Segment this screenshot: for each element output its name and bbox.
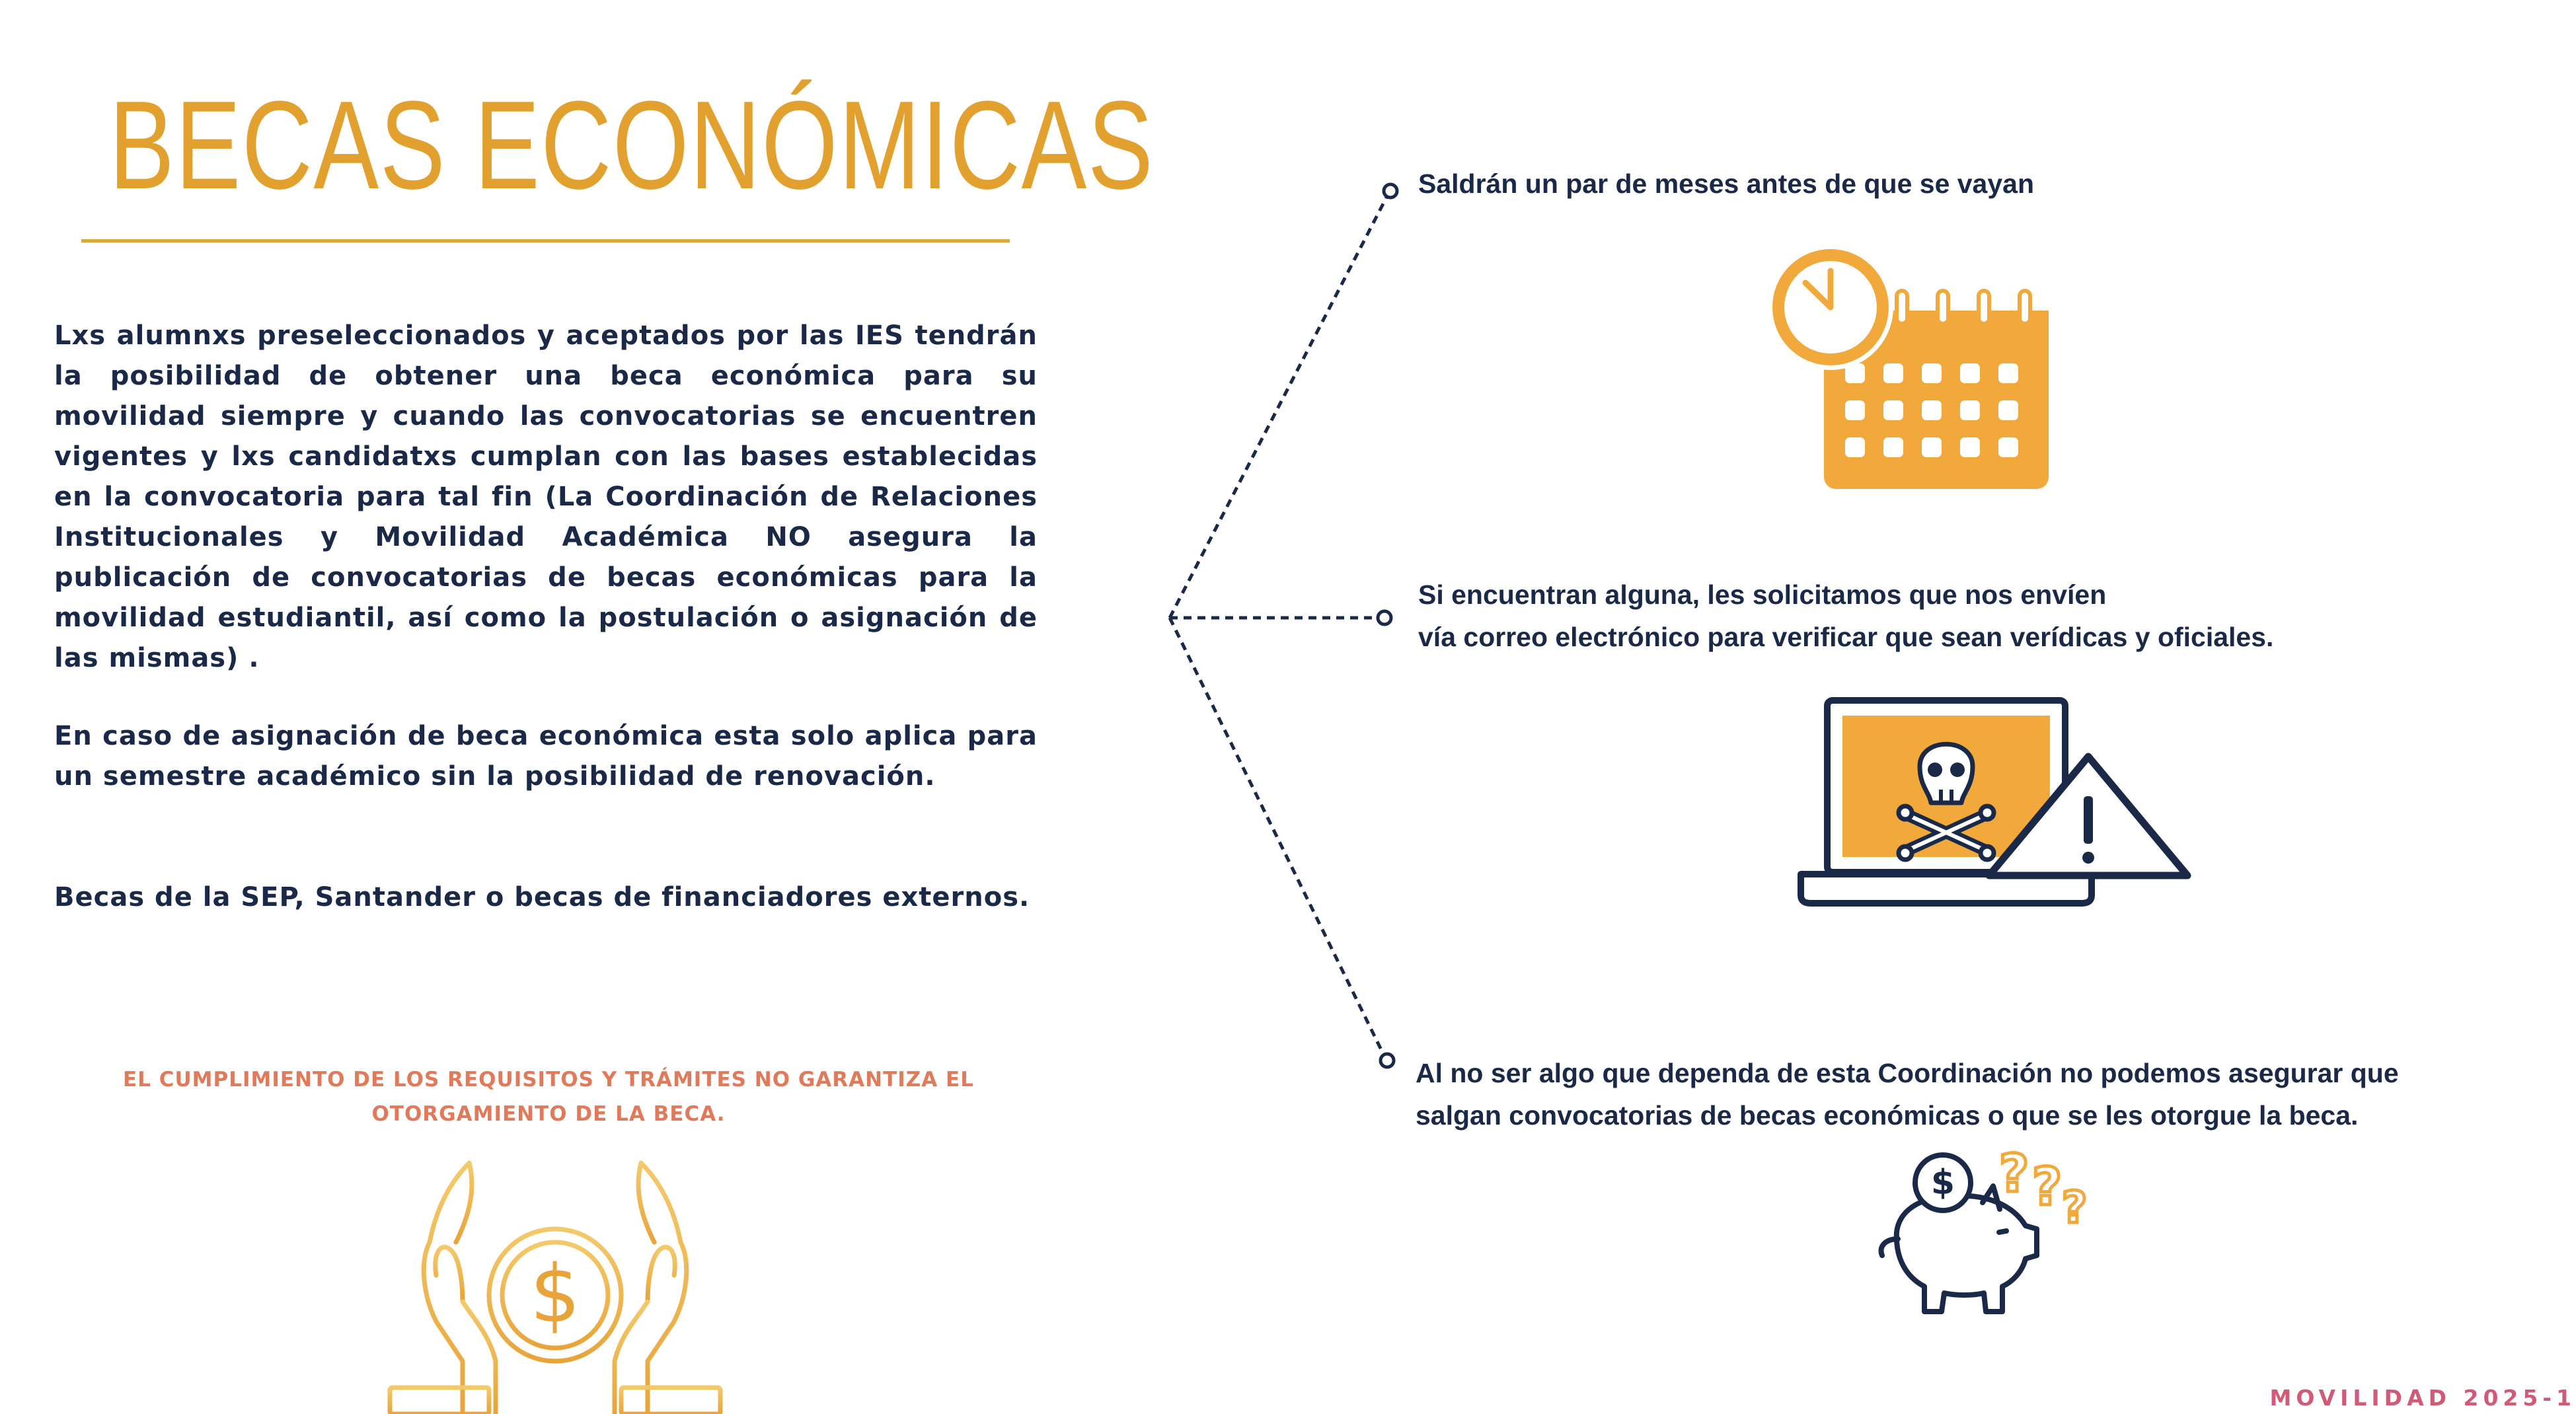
page-title: BECAS ECONÓMICAS: [109, 75, 1155, 215]
footer-label: MOVILIDAD 2025-1: [2269, 1385, 2576, 1411]
warning-line-1: EL CUMPLIMIENTO DE LOS REQUISITOS Y TRÁMITES NO GARANTIZA EL: [123, 1068, 974, 1092]
paragraph-semester: En caso de asignación de beca económica esta solo aplica para un semestre académico sin la posibilidad de renovación.: [54, 721, 1038, 792]
calendar-clock-icon: [1764, 244, 2055, 489]
paragraph-eligibility: Lxs alumnxs preseleccionados y aceptados por las IES tendrán la posibilidad de obtener una beca económica para su movilidad siempre y cuando las convocatorias se encuentren vigentes y lxs candidatxs cumplan con las bases establecidas en la convocatoria para tal fin (La Coordinación de Relaciones Institucionales y Movilidad Académica NO asegura la publicación de convocatorias de becas económicas para la movilidad estudiantil, así como la postulación o asignación de las mismas) .: [54, 320, 1038, 673]
paragraph-sources: Becas de la SEP, Santander o becas de financiadores externos.: [54, 882, 1030, 912]
laptop-skull-warning-icon: [1798, 697, 2194, 915]
item-2-line-1: Si encuentran alguna, les solicitamos que nos envíen: [1418, 579, 2107, 610]
svg-text:$: $: [529, 1249, 581, 1341]
svg-text:?: ?: [2062, 1182, 2088, 1233]
item-2-line-2: vía correo electrónico para verificar que sean verídicas y oficiales.: [1418, 622, 2274, 652]
connector-node-3: [1381, 1054, 1394, 1067]
connector-node-2: [1378, 611, 1391, 624]
item-1-text: Saldrán un par de meses antes de que se vayan: [1418, 168, 2035, 199]
svg-text:?: ?: [2032, 1158, 2063, 1217]
item-3-line-2: salgan convocatorias de becas económicas o que se les otorgue la beca.: [1416, 1100, 2359, 1131]
warning-line-2: OTORGAMIENTO DE LA BECA.: [371, 1102, 726, 1126]
connector-node-1: [1384, 184, 1397, 198]
item-3-line-1: Al no ser algo que dependa de esta Coordinación no podemos asegurar que: [1416, 1058, 2399, 1088]
piggy-bank-question-icon: [1864, 1146, 2102, 1325]
item-2-text: [1418, 574, 2273, 658]
item-3-text: [1416, 1052, 2399, 1136]
svg-text:$: $: [1930, 1163, 1955, 1203]
svg-text:?: ?: [1999, 1144, 2029, 1204]
